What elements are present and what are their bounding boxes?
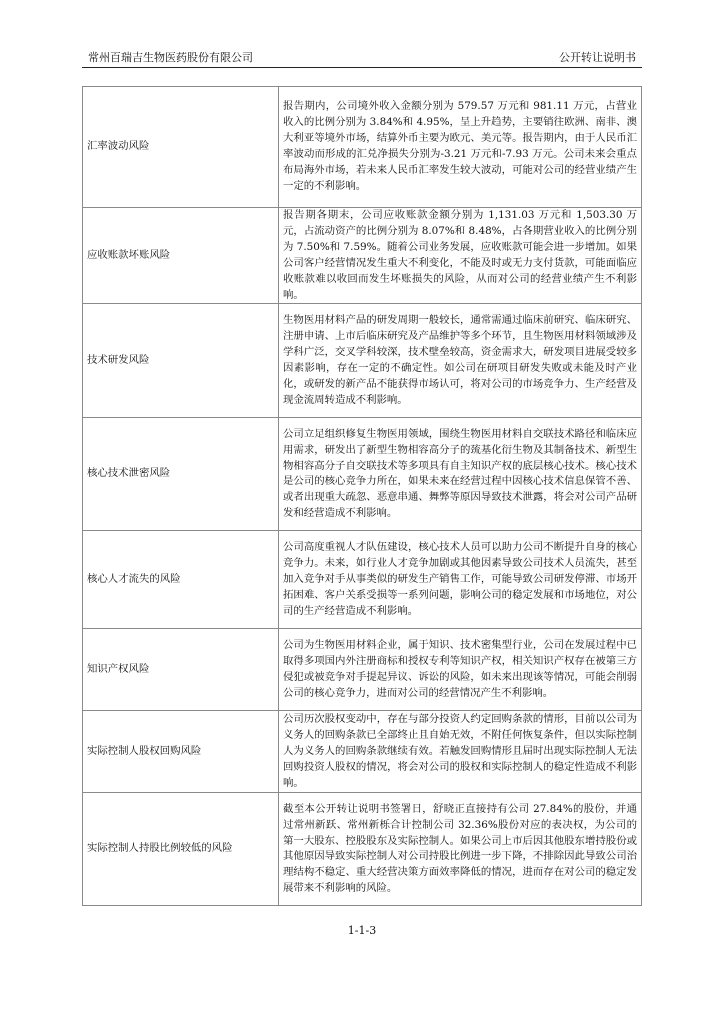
risk-name: 技术研发风险 <box>83 304 279 418</box>
risk-name: 汇率波动风险 <box>83 87 279 208</box>
table-row <box>83 629 642 711</box>
risk-description: 截至本公开转让说明书签署日，舒晓正直接持有公司 27.84%的股份，并通过常州新跃、常州新栎合计控制公司 32.36%股份对应的表决权，为公司的第一大股东、控股股东及实际控制人。如果公司上市后因其他股东增持股份或其他原因导致实际控制人对公司持股比例进一步下降，不排除因此导致公司治理结构不稳定、重大经营决策方面效率降低的情况，进而存在对公司的稳定发展带来不利影响的风险。 <box>279 793 642 906</box>
document-type: 公开转让说明书 <box>559 51 636 64</box>
risk-description: 生物医用材料产品的研发周期一般较长，通常需通过临床前研究、临床研究、注册申请、上市后临床研究及产品维护等多个环节，且生物医用材料领域涉及学科广泛，交叉学科较深，技术壁垒较高，资金需求大，研发项目进展受较多因素影响，存在一定的不确定性。如公司在研项目研发失败或未能及时产业化，或研发的新产品不能获得市场认可，将对公司的市场竞争力、生产经营及现金流周转造成不利影响。 <box>279 304 642 418</box>
risk-description: 报告期各期末，公司应收账款金额分别为 1,131.03 万元和 1,503.30 万元，占流动资产的比例分别为 8.07%和 8.48%，占各期营业收入的比例分别为 7.50%和 7.59%。随着公司业务发展，应收账款可能会进一步增加。如果公司客户经营情况发生重大不利变化，不能及时或无力支付货款，可能面临应收账款难以收回而发生坏账损失的风险，从而对公司的经营业绩产生不利影响。 <box>279 208 642 304</box>
risk-description: 公司历次股权变动中，存在与部分投资人约定回购条款的情形，目前以公司为义务人的回购条款已全部终止且自始无效，不附任何恢复条件，但以实际控制人为义务人的回购条款继续有效。若触发回购情形且届时出现实际控制人无法回购投资人股权的情况，将会对公司的股权和实际控制人的稳定性造成不利影响。 <box>279 711 642 793</box>
risk-table <box>82 86 642 906</box>
table-row <box>83 531 642 629</box>
header-divider <box>82 67 642 68</box>
risk-description: 公司高度重视人才队伍建设，核心技术人员可以助力公司不断提升自身的核心竞争力。未来，如行业人才竞争加剧或其他因素导致公司技术人员流失，甚至加入竞争对手从事类似的研发生产销售工作，可能导致公司研发停滞、市场开拓困难、客户关系受损等一系列问题，影响公司的稳定发展和市场地位，对公司的生产经营造成不利影响。 <box>279 531 642 629</box>
risk-name: 知识产权风险 <box>83 629 279 711</box>
table-row <box>83 418 642 531</box>
table-row <box>83 711 642 793</box>
page-number: 1-1-3 <box>347 924 377 937</box>
risk-name: 核心人才流失的风险 <box>83 531 279 629</box>
table-row <box>83 304 642 418</box>
table-row <box>83 208 642 304</box>
table-row <box>83 793 642 906</box>
risk-description: 公司立足组织修复生物医用领域，围绕生物医用材料自交联技术路径和临床应用需求，研发出了新型生物相容高分子的巯基化衍生物及其制备技术、新型生物相容高分子自交联技术等多项具有自主知识产权的底层核心技术。核心技术是公司的核心竞争力所在，如果未来在经营过程中因核心技术信息保管不善、或者出现重大疏忽、恶意串通、舞弊等原因导致技术泄露，将会对公司产品研发和经营造成不利影响。 <box>279 418 642 531</box>
company-name: 常州百瑞吉生物医药股份有限公司 <box>88 51 253 64</box>
risk-name: 实际控制人股权回购风险 <box>83 711 279 793</box>
risk-description: 公司为生物医用材料企业，属于知识、技术密集型行业，公司在发展过程中已取得多项国内外注册商标和授权专利等知识产权，相关知识产权存在被第三方侵犯或被竞争对手提起异议、诉讼的风险，如未来出现该等情况，可能会削弱公司的核心竞争力，进而对公司的经营情况产生不利影响。 <box>279 629 642 711</box>
risk-name: 核心技术泄密风险 <box>83 418 279 531</box>
risk-name: 实际控制人持股比例较低的风险 <box>83 793 279 906</box>
table-row <box>83 87 642 208</box>
risk-description: 报告期内，公司境外收入金额分别为 579.57 万元和 981.11 万元，占营业收入的比例分别为 3.84%和 4.95%，呈上升趋势，主要销往欧洲、南非、澳大利亚等境外市场，结算外币主要为欧元、美元等。报告期内，由于人民币汇率波动而形成的汇兑净损失分别为-3.21 万元和-7.93 万元。公司未来会重点布局海外市场，若未来人民币汇率发生较大波动，可能对公司的经营业绩产生一定的不利影响。 <box>279 87 642 208</box>
page-header <box>82 50 642 66</box>
risk-name: 应收账款坏账风险 <box>83 208 279 304</box>
